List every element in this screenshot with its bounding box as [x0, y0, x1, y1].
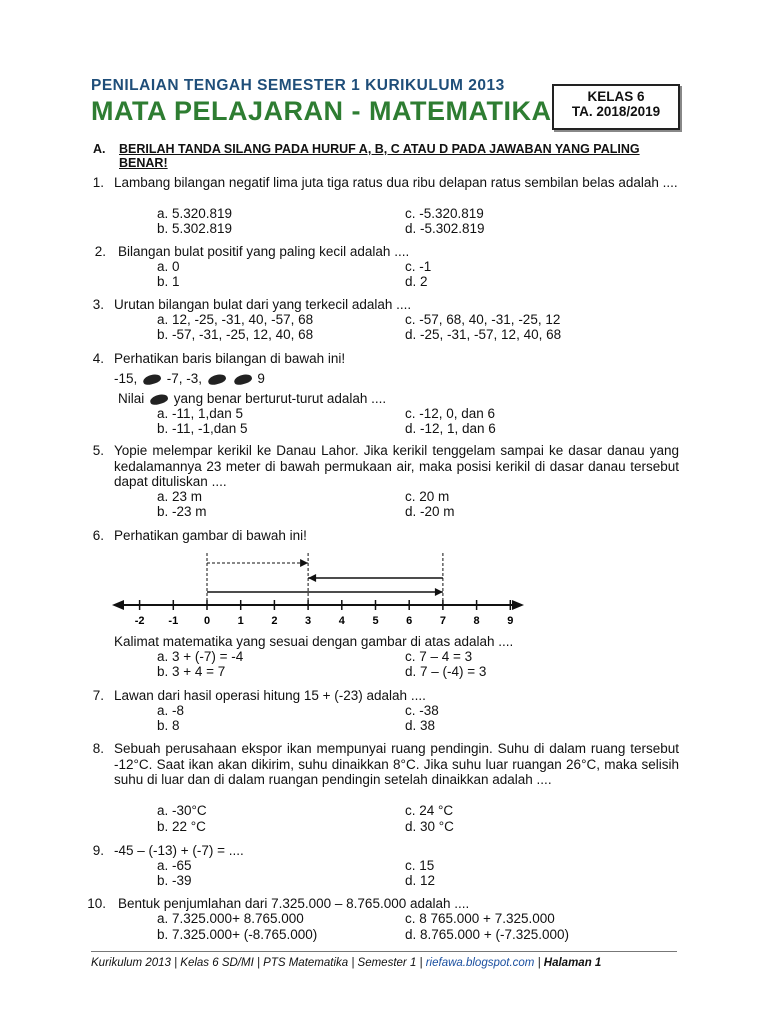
arrow-zero-to-three-head [300, 559, 308, 567]
seed-placeholder-icon [149, 393, 169, 406]
question-stem: Urutan bilangan bulat dari yang terkecil adalah .... [114, 297, 412, 312]
seed-placeholder-icon [207, 373, 227, 386]
number-sequence [114, 371, 265, 387]
option-c[interactable]: c. 24 °C [405, 803, 454, 818]
footer-page: Halaman 1 [543, 957, 602, 969]
question-number: 7. [92, 688, 104, 703]
number-line-tick-label: 4 [338, 615, 345, 627]
option-a[interactable]: a. -8 [157, 703, 185, 718]
axis-right-arrow [512, 600, 524, 610]
option-a[interactable]: a. 7.325.000+ 8.765.000 [157, 911, 304, 926]
seed-placeholder-icon [233, 373, 253, 386]
option-d[interactable]: d. 8.765.000 + (-7.325.000) [405, 927, 569, 942]
option-a[interactable]: a. 12, -25, -31, 40, -57, 68 [157, 312, 314, 327]
option-b[interactable]: b. -11, -1,dan 5 [157, 421, 248, 436]
question-stem: Perhatikan baris bilangan di bawah ini! [114, 351, 346, 366]
option-b[interactable]: b. -39 [157, 873, 192, 888]
option-d[interactable]: d. -25, -31, -57, 12, 40, 68 [405, 327, 562, 342]
footer-link[interactable]: riefawa.blogspot.com [425, 957, 535, 969]
option-a[interactable]: a. -11, 1,dan 5 [157, 406, 244, 421]
option-d[interactable]: d. 2 [405, 274, 428, 289]
question-stem: Sebuah perusahaan ekspor ikan mempunyai ruang pendingin. Suhu di dalam ruang tersebut -12°C. Saat ikan akan dikirim, suhu dinaikkan 8°C. Jika suhu luar ruangan 26°C, maka selisih suhu di luar dan di dalam ruangan pendingin setelah dinaikkan adalah .... [114, 741, 679, 787]
option-c[interactable]: c. -1 [405, 259, 432, 274]
option-d[interactable]: d. -12, 1, dan 6 [405, 421, 496, 436]
question-stem: Lambang bilangan negatif lima juta tiga ratus dua ribu delapan ratus sembilan belas adalah .... [114, 175, 678, 190]
page-footer [91, 957, 601, 969]
option-c[interactable]: c. -57, 68, 40, -31, -25, 12 [405, 312, 561, 327]
option-a[interactable]: a. 5.320.819 [157, 206, 233, 221]
question-number: 6. [92, 528, 104, 543]
line-part: yang benar berturut-turut adalah .... [173, 391, 387, 406]
footer-divider [91, 951, 677, 952]
question-number: 2. [94, 244, 106, 259]
seed-placeholder-icon [142, 373, 162, 386]
number-line-tick-label: 1 [237, 615, 244, 627]
number-line-tick-label: 0 [203, 615, 211, 627]
option-d[interactable]: d. 7 – (-4) = 3 [405, 664, 487, 679]
question-stem: -45 – (-13) + (-7) = .... [114, 843, 244, 858]
axis-left-arrow [112, 600, 124, 610]
option-b[interactable]: b. 7.325.000+ (-8.765.000) [157, 927, 318, 942]
sequence-part: -7, -3, [166, 371, 203, 386]
question-number: 3. [92, 297, 104, 312]
class-box [552, 84, 680, 130]
option-c[interactable]: c. -38 [405, 703, 439, 718]
section-letter: A. [93, 142, 106, 156]
number-line-tick-label: 6 [406, 615, 413, 627]
option-a[interactable]: a. 23 m [157, 489, 203, 504]
section-text: BERILAH TANDA SILANG PADA HURUF A, B, C ATAU D PADA JAWABAN YANG PALING BENAR! [119, 142, 640, 170]
option-d[interactable]: d. -5.302.819 [405, 221, 485, 236]
question-number: 1. [92, 175, 104, 190]
option-b[interactable]: b. 22 °C [157, 819, 206, 834]
option-c[interactable]: c. 7 – 4 = 3 [405, 649, 473, 664]
question-stem: Yopie melempar kerikil ke Danau Lahor. Jika kerikil tenggelam sampai ke dasar danau yang kedalamannya 23 meter di bawah permukaan air, maka posisi kerikil di dasar danau tersebut dapat dituliskan .... [114, 443, 679, 489]
question-stem: Bilangan bulat positif yang paling kecil adalah .... [118, 244, 410, 259]
number-line-figure [0, 545, 768, 635]
question-stem: Perhatikan gambar di bawah ini! [114, 528, 307, 543]
option-a[interactable]: a. -65 [157, 858, 192, 873]
option-d[interactable]: d. 30 °C [405, 819, 454, 834]
option-c[interactable]: c. 20 m [405, 489, 450, 504]
option-b[interactable]: b. 5.302.819 [157, 221, 233, 236]
class-label: KELAS 6 [587, 89, 645, 104]
sequence-part: 9 [257, 371, 265, 386]
option-b[interactable]: b. 1 [157, 274, 180, 289]
option-b[interactable]: b. 8 [157, 718, 180, 733]
option-b[interactable]: b. -57, -31, -25, 12, 40, 68 [157, 327, 314, 342]
number-line-tick-label: -1 [168, 615, 179, 627]
option-a[interactable]: a. 0 [157, 259, 180, 274]
question-stem-continued: Kalimat matematika yang sesuai dengan gambar di atas adalah .... [114, 634, 514, 649]
option-a[interactable]: a. 3 + (-7) = -4 [157, 649, 244, 664]
subject-title: MATA PELAJARAN - MATEMATIKA [91, 96, 552, 126]
option-d[interactable]: d. -20 m [405, 504, 455, 519]
option-d[interactable]: d. 12 [405, 873, 436, 888]
number-line-tick-label: -2 [134, 615, 145, 627]
number-line-tick-label: 7 [439, 615, 446, 627]
option-c[interactable]: c. 8 765.000 + 7.325.000 [405, 911, 555, 926]
question-line [118, 391, 386, 407]
question-stem: Lawan dari hasil operasi hitung 15 + (-23) adalah .... [114, 688, 426, 703]
option-a[interactable]: a. -30°C [157, 803, 207, 818]
option-b[interactable]: b. -23 m [157, 504, 207, 519]
question-number: 4. [92, 351, 104, 366]
question-number: 8. [92, 741, 104, 756]
line-part: Nilai [118, 391, 145, 406]
option-c[interactable]: c. -5.320.819 [405, 206, 484, 221]
footer-separator: | [534, 957, 544, 969]
question-stem: Bentuk penjumlahan dari 7.325.000 – 8.765.000 adalah .... [118, 896, 470, 911]
year-label: TA. 2018/2019 [571, 104, 661, 119]
number-line-tick-label: 9 [507, 615, 514, 627]
sequence-part: -15, [114, 371, 138, 386]
arrow-zero-to-seven-head [435, 588, 443, 596]
question-number: 9. [92, 843, 104, 858]
footer-text: Kurikulum 2013 | Kelas 6 SD/MI | PTS Matematika | Semester 1 | [91, 957, 426, 969]
option-b[interactable]: b. 3 + 4 = 7 [157, 664, 226, 679]
number-line-tick-label: 2 [271, 615, 278, 627]
question-number: 10. [87, 896, 106, 911]
exam-title: PENILAIAN TENGAH SEMESTER 1 KURIKULUM 2013 [91, 77, 505, 94]
number-line-tick-label: 5 [372, 615, 379, 627]
option-d[interactable]: d. 38 [405, 718, 436, 733]
question-number: 5. [92, 443, 104, 458]
option-c[interactable]: c. 15 [405, 858, 435, 873]
number-line-tick-label: 3 [305, 615, 312, 627]
arrow-seven-to-three-head [308, 574, 316, 582]
number-line-tick-label: 8 [473, 615, 480, 627]
option-c[interactable]: c. -12, 0, dan 6 [405, 406, 496, 421]
